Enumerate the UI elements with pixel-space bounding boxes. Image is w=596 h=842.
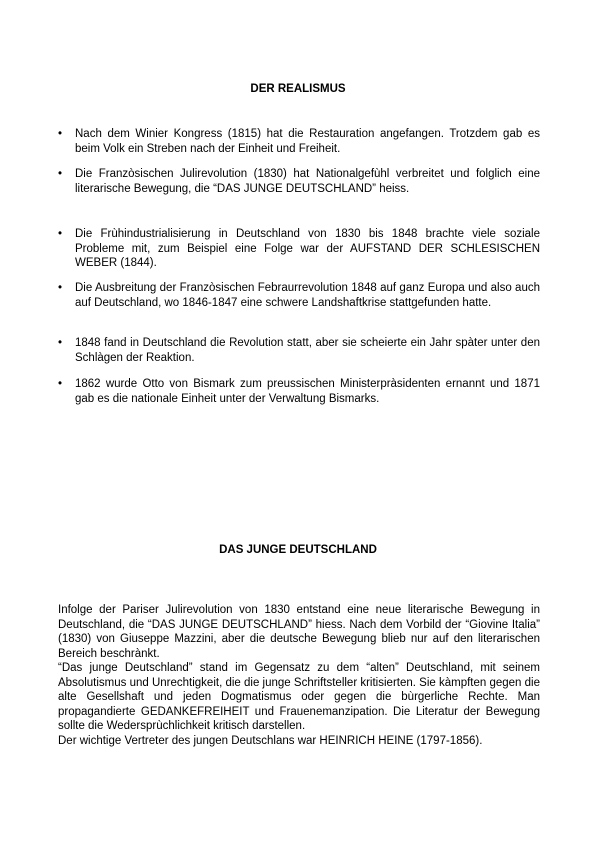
paragraph: “Das junge Deutschland” stand im Gegensatz zu dem “alten” Deutschland, mit seinem Absolutismus und Unrechtigkeit, die die junge Schriftsteller kritisierten. Sie kàmpften gegen die alte Gesellshaft und jeden Dogmatismus oder gegen die bùrgerliche Rechte. Man propagandierte GEDANKEFREIHEIT und Frauenemanzipation. Die Literatur der Bewegung sollte die Wedersprùchlichkeit kritisch darstellen. <box>58 662 540 732</box>
section-title-realismus: DER REALISMUS <box>250 83 346 95</box>
bullet-icon: • <box>58 128 63 140</box>
bullet-text: 1862 wurde Otto von Bismark zum preussischen Ministerpràsidenten ernannt und 1871 gab es die nationale Einheit unter der Verwaltung Bismarks. <box>75 378 540 405</box>
bullet-text: Nach dem Winier Kongress (1815) hat die Restauration angefangen. Trotzdem gab es beim Volk ein Streben nach der Einheit und Freiheit. <box>75 128 540 155</box>
bullet-text: 1848 fand in Deutschland die Revolution statt, aber sie scheierte ein Jahr spàter unter den Schlàgen der Reaktion. <box>75 337 540 364</box>
bullet-icon: • <box>58 337 63 349</box>
bullet-icon: • <box>58 282 63 294</box>
bullet-text: Die Ausbreitung der Franzòsischen Febraurrevolution 1848 auf ganz Europa und also auch auf Deutschland, wo 1846-1847 eine schwere Landshaftkrise stattgefunden hatte. <box>75 282 540 309</box>
bullet-icon: • <box>58 228 63 240</box>
paragraph: Infolge der Pariser Julirevolution von 1830 entstand eine neue literarische Bewegung in Deutschland, die “DAS JUNGE DEUTSCHLAND” hiess. Nach dem Vorbild der “Giovine Italia” (1830) von Giuseppe Mazzini, aber die deutsche Bewegung blieb nur auf den literarischen Bereich beschrànkt. <box>58 604 540 660</box>
body-text <box>58 603 540 748</box>
section-title-junge-deutschland: DAS JUNGE DEUTSCHLAND <box>219 544 377 556</box>
bullet-icon: • <box>58 168 63 180</box>
bullet-text: Die Frùhindustrialisierung in Deutschland von 1830 bis 1848 brachte viele soziale Probleme mit, zum Beispiel eine Folge war der AUFSTAND DER SCHLESISCHEN WEBER (1844). <box>75 228 540 269</box>
paragraph: Der wichtige Vertreter des jungen Deutschlans war HEINRICH HEINE (1797-1856). <box>58 734 483 747</box>
bullet-icon: • <box>58 378 63 390</box>
bullet-text: Die Franzòsischen Julirevolution (1830) hat Nationalgefùhl verbreitet und folglich eine literarische Bewegung, die “DAS JUNGE DEUTSCHLAND” heiss. <box>75 168 540 195</box>
